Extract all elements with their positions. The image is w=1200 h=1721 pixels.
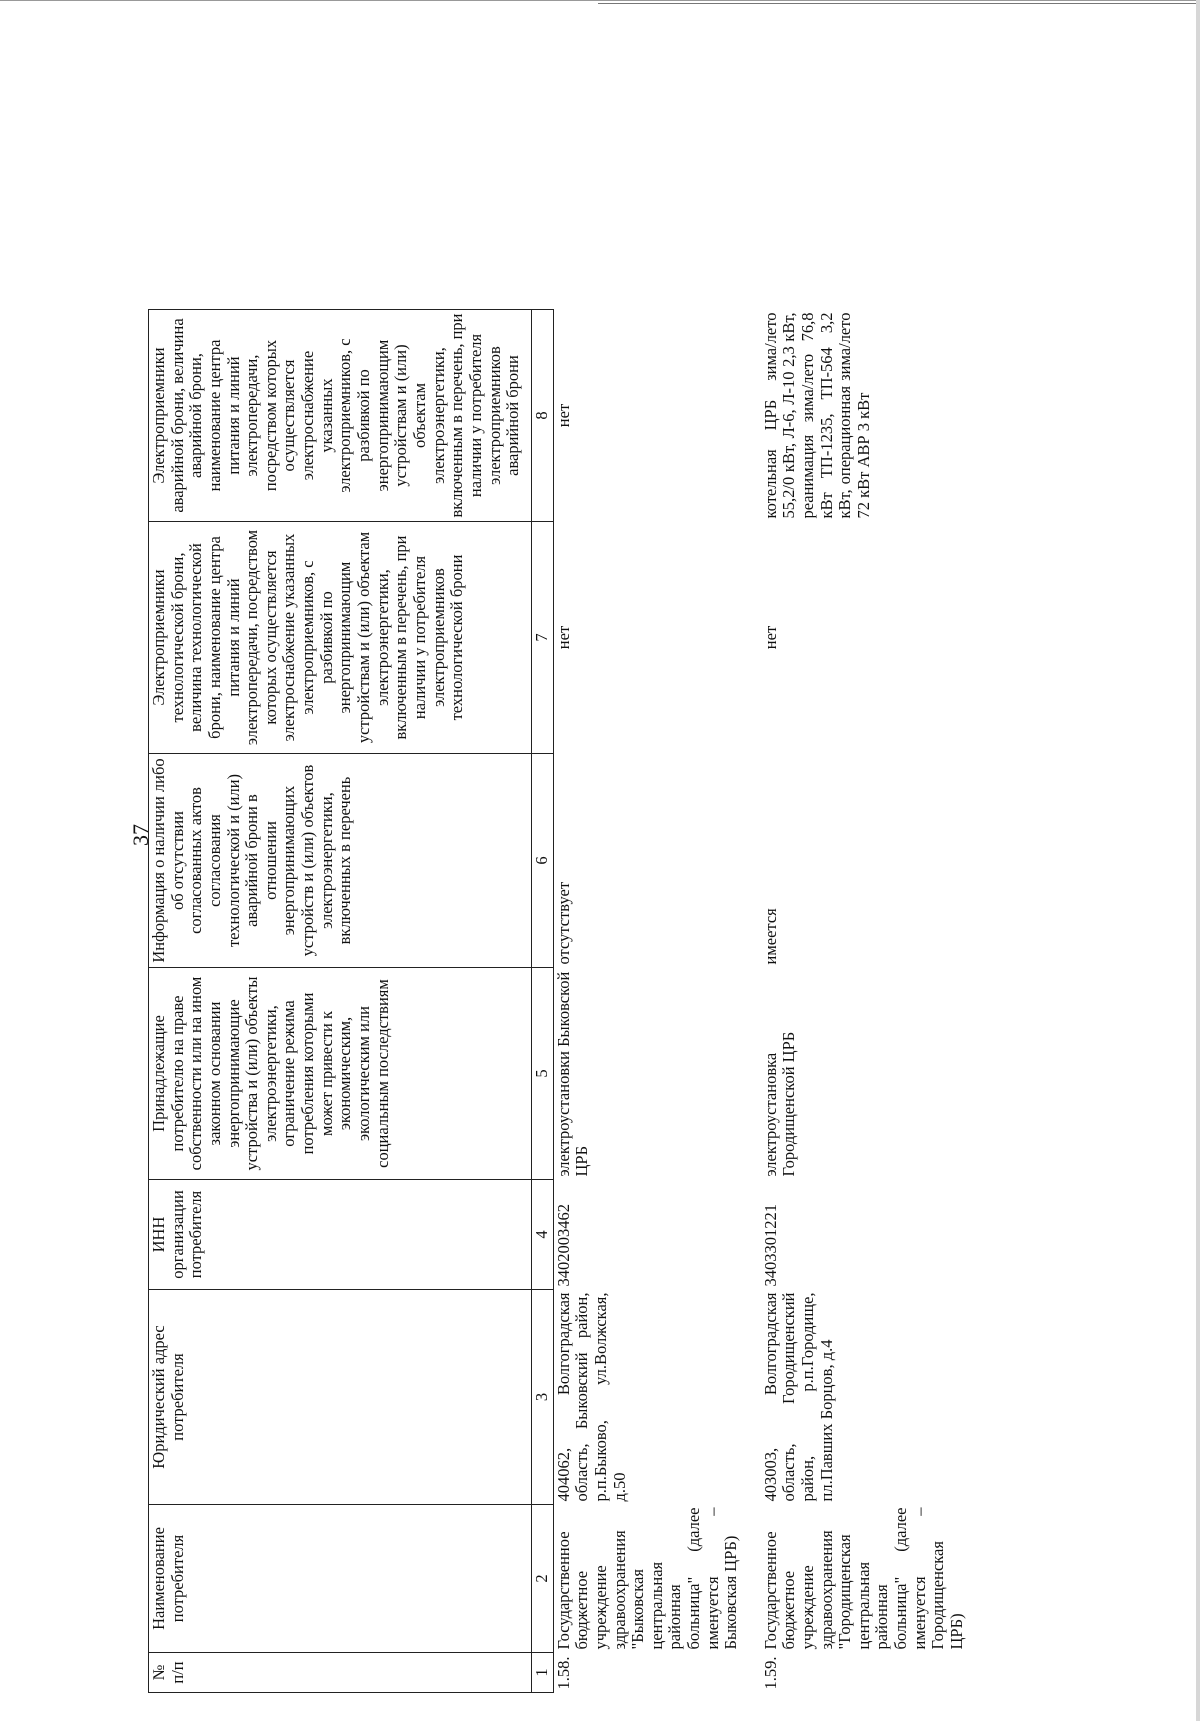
column-number-row <box>532 60 554 1693</box>
header-address: Юридический адрес потребителя <box>149 1290 532 1505</box>
column-number: 7 <box>532 522 554 754</box>
consumer-table <box>148 59 968 1693</box>
header-name: Наименование потребителя <box>149 1505 532 1653</box>
header-emergency-reserve: Электроприемники аварийной брони, величина аварийной брони, наименование центра питания и линий электропередачи, посредством которых осуществляется электроснабжение указанных электроприемников, с разбивкой по энергопринимающим устройствам и (или) объектам электроэнергетики, включенным в перечень, при наличии у потребителя электроприемников аварийной брони <box>149 310 532 522</box>
table-row <box>761 60 968 1693</box>
column-number: 1 <box>532 1653 554 1693</box>
row-num: 1.58. <box>553 1656 573 1690</box>
row-acts: отсутствует <box>553 881 573 965</box>
header-tech-reserve: Электроприемники технологической брони, величина технологической брони, наименование центра питания и линий электропередачи, посредством которых осуществляется электроснабжение указанных электроприемников, с разбивкой по энергопринимающим устройствам и (или) объектам электроэнергетики, включенным в перечень, при наличии у потребителя электроприемников технологической брони <box>149 522 532 754</box>
table-row <box>553 60 761 1693</box>
column-number: 6 <box>532 754 554 968</box>
row-tech-reserve: нет <box>553 625 573 650</box>
header-device: Принадлежащие потребителю на праве собственности или на ином законном основании энергопринимающие устройства и (или) объекты электроэнергетики, ограничение режима потребления которыми может привести к экономическим, экологическим или социальным последствиям <box>149 968 532 1180</box>
column-number: 5 <box>532 968 554 1180</box>
row-address: 404062, Волгоградская область, Быковский район, р.п.Быково, ул.Волжская, д.50 <box>553 1292 629 1502</box>
row-tech-reserve: нет <box>760 625 780 650</box>
header-filler <box>149 60 532 310</box>
row-acts: имеется <box>760 908 780 965</box>
page-number: 37 <box>128 824 153 846</box>
row-inn: 3403301221 <box>760 1204 780 1287</box>
column-number-filler <box>532 60 554 310</box>
column-number: 4 <box>532 1180 554 1290</box>
row-num: 1.59. <box>760 1656 780 1690</box>
header-num: № п/п <box>149 1653 532 1693</box>
row-name: Государственное бюджетное учреждение здравоохранения "Быковская центральная районная больница" (далее именуется – Быковская ЦРБ) <box>553 1507 741 1650</box>
row-filler <box>553 60 761 310</box>
column-number: 8 <box>532 310 554 522</box>
row-address: 403003, Волгоградская область, Городищенский район, р.п.Городище, пл.Павших Борцов, д.4 <box>760 1292 836 1502</box>
row-emergency-reserve: нет <box>553 403 573 428</box>
row-name: Государственное бюджетное учреждение здравоохранения "Городищенская центральная районная больница" (далее именуется – Городищенская ЦРБ) <box>760 1507 967 1650</box>
table-header-row <box>149 60 532 1693</box>
row-filler <box>761 60 968 310</box>
rotated-table-wrapper <box>148 60 1075 1693</box>
row-inn: 3402003462 <box>553 1204 573 1287</box>
row-device: электроустановки Быковской ЦРБ <box>553 971 592 1177</box>
header-acts: Информация о наличии либо об отсутствии согласованных актов согласования технологической и (или) аварийной брони в отношении энергопринимающих устройств и (или) объектов электроэнергетики, включенных в перечень <box>149 754 532 968</box>
column-number: 2 <box>532 1505 554 1653</box>
column-number: 3 <box>532 1290 554 1505</box>
row-emergency-reserve: котельная ЦРБ зима/лето 55,2/0 кВт, Л-6, Л-10 2,3 кВт, реанимация зима/лето 76,8 кВт ТП-1235, ТП-564 3,2 кВт, операционная зима/лето 72 кВт АВР 3 кВт <box>760 312 873 519</box>
header-inn: ИНН организации потребителя <box>149 1180 532 1290</box>
row-device: электроустановка Городищенской ЦРБ <box>760 1031 799 1177</box>
